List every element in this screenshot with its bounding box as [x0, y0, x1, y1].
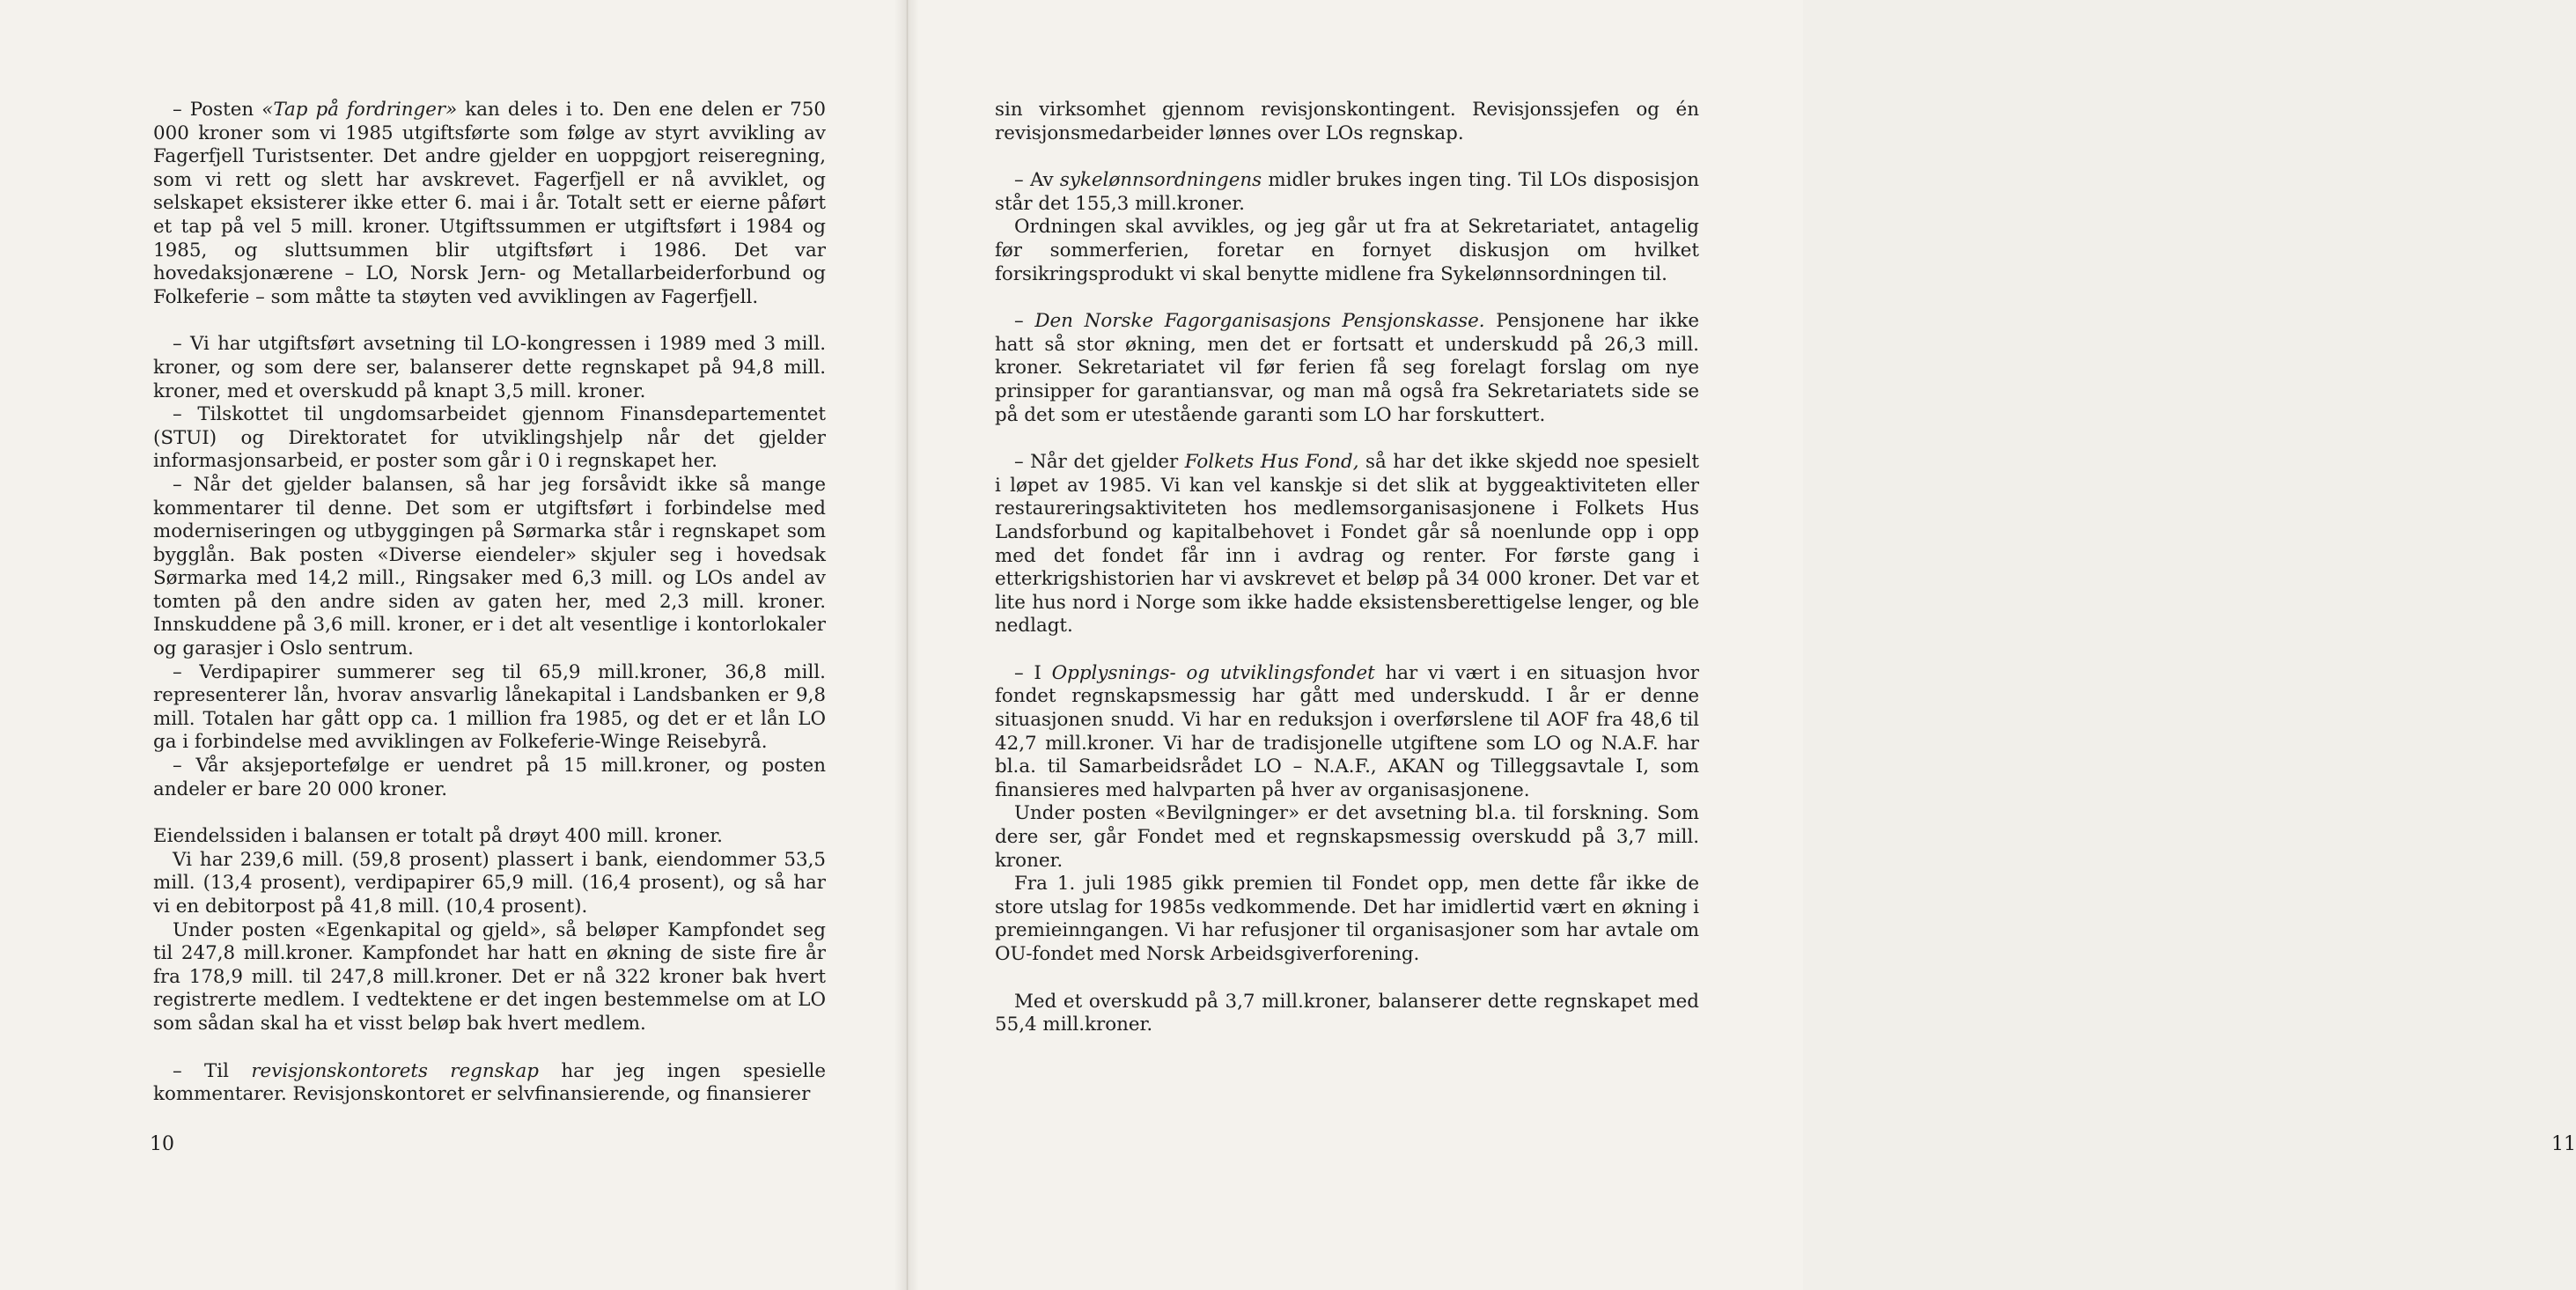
italic-run: «Tap på fordringer»	[261, 99, 458, 121]
gutter-fold	[907, 0, 908, 1290]
text-run: Pensjonene har ikke hatt så stor økning, men det er fortsatt et underskudd på 26,3 mill. kroner. Sekretariatet vil før ferien få seg forelagt forslag om nye prinsipper for garantiansvar, og man må også fra Sekretariatets side se på det som er utestående garanti som LO har forskuttert.	[995, 310, 1699, 426]
text-run: Vi har 239,6 mill. (59,8 prosent) plassert i bank, eiendommer 53,5 mill. (13,4 prosent), verdipapirer 65,9 mill. (16,4 prosent), og så har vi en debitorpost på 41,8 mill. (10,4 prosent).	[153, 848, 826, 918]
text-run: – I	[1014, 661, 1052, 684]
italic-run: Opplysnings- og utviklingsfondet	[1051, 661, 1375, 684]
paragraph	[995, 451, 1699, 638]
paragraph	[153, 825, 826, 849]
page-number-left: 10	[150, 1133, 174, 1155]
paragraph	[995, 216, 1699, 286]
italic-run: revisjonskontorets regnskap	[251, 1059, 540, 1082]
paragraph	[995, 802, 1699, 873]
text-run: – Posten	[173, 99, 262, 121]
right-page-body	[995, 99, 1699, 1037]
paragraph	[153, 403, 826, 474]
italic-run: Folkets Hus Fond,	[1184, 451, 1359, 474]
paragraph	[153, 99, 826, 309]
text-run: – Når det gjelder	[1014, 451, 1185, 474]
right-page	[907, 0, 2576, 1290]
left-page	[0, 0, 907, 1290]
text-run: kan deles i to. Den ene delen er 750 000 kroner som vi 1985 utgiftsførte som følge av styrt avvikling av Fagerfjell Turistsenter. Det andre gjelder en uoppgjort reiseregning, som vi rett og slett har avskrevet. Fagerfjell er nå avviklet, og selskapet eksisterer ikke etter 6. mai i år. Totalt sett er eierne påført et tap på vel 5 mill. kroner. Utgiftssummen er utgiftsført i 1984 og 1985, og sluttsummen blir utgiftsført i 1986. Det var hovedaksjonærene – LO, Norsk Jern- og Metallarbeiderforbund og Folkeferie – som måtte ta støyten ved avviklingen av Fagerfjell.	[153, 99, 826, 308]
paragraph	[153, 1060, 826, 1107]
paragraph	[995, 873, 1699, 966]
paragraph	[995, 310, 1699, 427]
text-run: har jeg ingen spesielle kommentarer. Revisjonskontoret er selvfinansierende, og finansierer	[153, 1059, 826, 1106]
text-run: Under posten «Egenkapital og gjeld», så beløper Kampfondet seg til 247,8 mill.kroner. Kampfondet har hatt en økning de siste fire år fra 178,9 mill. til 247,8 mill.kroner. Det er nå 322 kroner bak hvert registrerte medlem. I vedtektene er det ingen bestemmelse om at LO som sådan skal ha et visst beløp bak hvert medlem.	[153, 918, 826, 1035]
paragraph	[153, 474, 826, 661]
paragraph	[153, 755, 826, 801]
text-run: Eiendelssiden i balansen er totalt på drøyt 400 mill. kroner.	[153, 825, 723, 848]
text-run: sin virksomhet gjennom revisjonskontingent. Revisjonssjefen og én revisjonsmedarbeider lønnes over LOs regnskap.	[995, 99, 1699, 144]
text-run: – Tilskottet til ungdomsarbeidet gjennom Finansdepartementet (STUI) og Direktoratet for utviklingshjelp når det gjelder informasjonsarbeid, er poster som går i 0 i regnskapet her.	[153, 403, 826, 473]
text-run: – Til	[173, 1059, 252, 1082]
paragraph	[995, 169, 1699, 216]
text-run: –	[1014, 310, 1035, 333]
text-run: – Verdipapirer summerer seg til 65,9 mill.kroner, 36,8 mill. representerer lån, hvorav ansvarlig lånekapital i Landsbanken er 9,8 mill. Totalen har gått opp ca. 1 million fra 1985, og det er et lån LO ga i forbindelse med avviklingen av Folkeferie-Winge Reisebyrå.	[153, 660, 826, 754]
paragraph	[153, 661, 826, 755]
text-run: har vi vært i en situasjon hvor fondet regnskapsmessig har gått med underskudd. I år er denne situasjonen snudd. Vi har en reduksjon i overførslene til AOF fra 48,6 til 42,7 mill.kroner. Vi har de tradisjonelle utgiftene som LO og N.A.F. har bl.a. til Samarbeidsrådet LO – N.A.F., AKAN og Tilleggsavtale I, som finansieres med halvparten på hver av organisasjonene.	[995, 661, 1699, 801]
text-run: Ordningen skal avvikles, og jeg går ut fra at Sekretariatet, antagelig før sommerferien, foretar en fornyet diskusjon om hvilket forsikringsprodukt vi skal benytte midlene fra Sykelønnsordningen til.	[995, 216, 1699, 285]
paragraph	[153, 333, 826, 403]
paragraph	[995, 662, 1699, 803]
paragraph	[153, 849, 826, 919]
text-run: – Vår aksjeportefølge er uendret på 15 mill.kroner, og posten andeler er bare 20 000 kroner.	[153, 755, 826, 800]
paragraph	[995, 991, 1699, 1037]
paragraph	[153, 919, 826, 1036]
italic-run: sykelønnsordningens	[1059, 169, 1262, 192]
page-number-right: 11	[2551, 1133, 2576, 1155]
italic-run: Den Norske Fagorganisasjons Pensjonskasse.	[1034, 310, 1485, 333]
paragraph	[995, 99, 1699, 145]
text-run: så har det ikke skjedd noe spesielt i løpet av 1985. Vi kan vel kanskje si det slik at byggeaktiviteten eller restaureringsaktiviteten hos medlemsorganisasjonene i Folkets Hus Landsforbund og kapitalbehovet i Fondet går så noenlunde opp i opp med det fondet får inn i avdrag og renter. For første gang i etterkrigshistorien har vi avskrevet et beløp på 34 000 kroner. Det var et lite hus nord i Norge som ikke hadde eksistensberettigelse lenger, og ble nedlagt.	[995, 451, 1699, 638]
text-run: – Når det gjelder balansen, så har jeg forsåvidt ikke så mange kommentarer til denne. Det som er utgiftsført i forbindelse med moderniseringen og utbyggingen på Sørmarka står i regnskapet som bygglån. Bak posten «Diverse eiendeler» skjuler seg i hovedsak Sørmarka med 14,2 mill., Ringsaker med 6,3 mill. og LOs andel av tomten på den andre siden av gaten her, med 2,3 mill. kroner. Innskuddene på 3,6 mill. kroner, er i det alt vesentlige i kontorlokaler og garasjer i Oslo sentrum.	[153, 473, 826, 660]
text-run: Under posten «Bevilgninger» er det avsetning bl.a. til forskning. Som dere ser, går Fondet med et regnskapsmessig overskudd på 3,7 mill. kroner.	[995, 802, 1699, 872]
left-page-body	[153, 99, 826, 1107]
text-run: Fra 1. juli 1985 gikk premien til Fondet opp, men dette får ikke de store utslag for 1985s vedkommende. Det har imidlertid vært en økning i premieinngangen. Vi har refusjoner til organisasjoner som har avtale om OU-fondet med Norsk Arbeidsgiverforening.	[995, 873, 1699, 965]
text-run: – Vi har utgiftsført avsetning til LO-kongressen i 1989 med 3 mill. kroner, og som dere ser, balanserer dette regnskapet på 94,8 mill. kroner, med et overskudd på knapt 3,5 mill. kroner.	[153, 333, 826, 402]
text-run: – Av	[1014, 169, 1060, 192]
text-run: midler brukes ingen ting. Til LOs disposisjon står det 155,3 mill.kroner.	[995, 169, 1699, 215]
text-run: Med et overskudd på 3,7 mill.kroner, balanserer dette regnskapet med 55,4 mill.kroner.	[995, 990, 1699, 1036]
